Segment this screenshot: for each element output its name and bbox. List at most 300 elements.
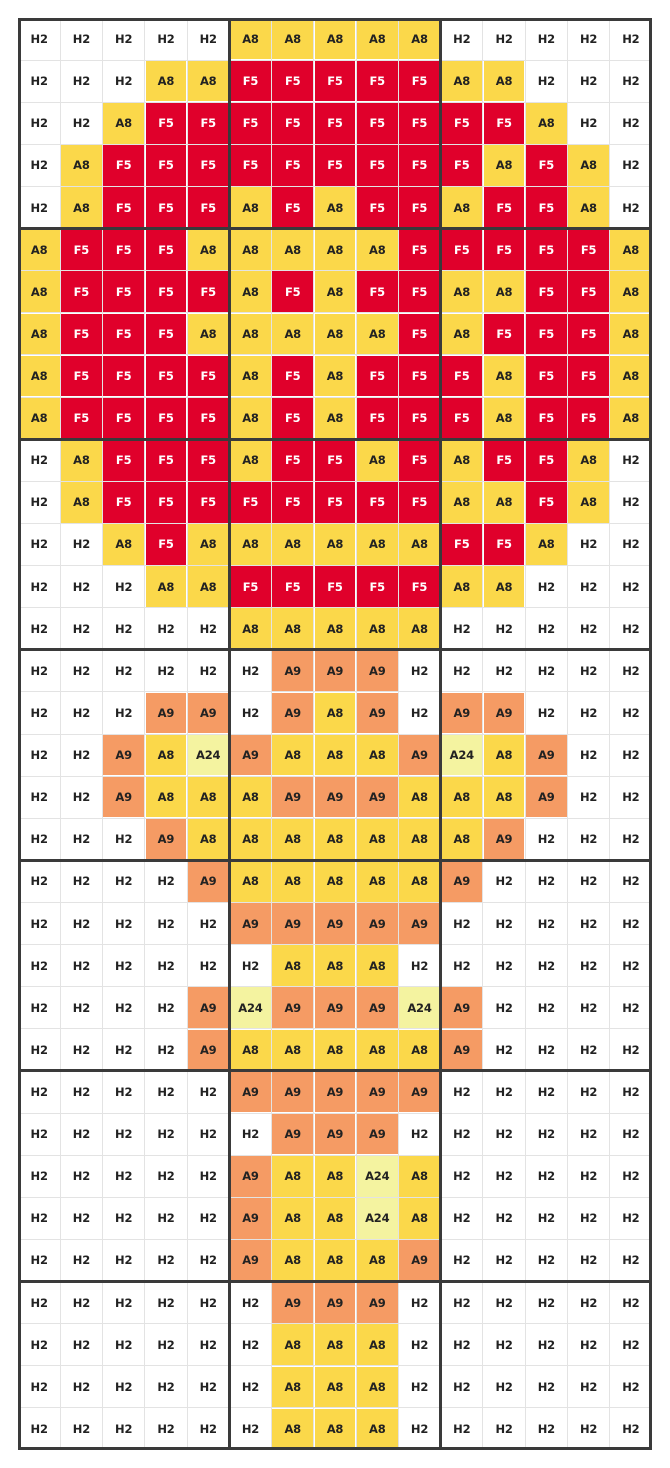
grid-cell: A8 xyxy=(315,945,356,986)
grid-cell: H2 xyxy=(568,608,609,649)
grid-cell: H2 xyxy=(610,1030,651,1071)
grid-cell: H2 xyxy=(484,1367,525,1408)
grid-cell: A8 xyxy=(272,1156,313,1197)
grid-cell: A9 xyxy=(399,903,440,944)
grid-cell: A9 xyxy=(315,651,356,692)
grid-cell: H2 xyxy=(441,1367,482,1408)
grid-cell: H2 xyxy=(610,693,651,734)
grid-cell: H2 xyxy=(146,945,187,986)
grid-cell: F5 xyxy=(146,229,187,270)
grid-cell: F5 xyxy=(230,482,271,523)
grid-cell: H2 xyxy=(188,1282,229,1323)
grid-cell: H2 xyxy=(610,651,651,692)
grid-cell: F5 xyxy=(103,187,144,228)
grid-cell: A8 xyxy=(230,861,271,902)
grid-cell: F5 xyxy=(61,271,102,312)
grid-cell: A8 xyxy=(610,356,651,397)
grid-cell: H2 xyxy=(568,819,609,860)
grid-cell: H2 xyxy=(610,524,651,565)
grid-cell: H2 xyxy=(146,1282,187,1323)
block-divider-vertical xyxy=(439,18,442,1450)
grid-cell: F5 xyxy=(441,524,482,565)
grid-cell: H2 xyxy=(568,861,609,902)
grid-cell: H2 xyxy=(399,1367,440,1408)
grid-cell: A8 xyxy=(357,314,398,355)
grid-cell: H2 xyxy=(61,861,102,902)
grid-cell: H2 xyxy=(610,735,651,776)
grid-cell: H2 xyxy=(61,61,102,102)
cell-divider xyxy=(18,734,652,735)
grid-cell: H2 xyxy=(610,440,651,481)
grid-cell: H2 xyxy=(61,1198,102,1239)
grid-cell: H2 xyxy=(610,566,651,607)
grid-cell: H2 xyxy=(610,482,651,523)
grid-cell: A8 xyxy=(484,482,525,523)
grid-cell: H2 xyxy=(610,103,651,144)
grid-cell: A9 xyxy=(441,861,482,902)
grid-cell: H2 xyxy=(61,1030,102,1071)
grid-cell: H2 xyxy=(146,19,187,60)
grid-cell: H2 xyxy=(526,1114,567,1155)
grid-cell: H2 xyxy=(399,1409,440,1450)
grid-cell: A9 xyxy=(357,903,398,944)
grid-cell: A8 xyxy=(272,1240,313,1281)
grid-cell: A9 xyxy=(441,987,482,1028)
grid-cell: A8 xyxy=(315,1030,356,1071)
cell-divider xyxy=(18,523,652,524)
grid-cell: A8 xyxy=(188,819,229,860)
grid-cell: H2 xyxy=(526,1240,567,1281)
grid-cell: A8 xyxy=(315,608,356,649)
grid-cell: H2 xyxy=(146,1240,187,1281)
grid-cell: A8 xyxy=(61,440,102,481)
grid-cell: A8 xyxy=(272,608,313,649)
cell-divider xyxy=(18,691,652,692)
grid-cell: H2 xyxy=(61,987,102,1028)
grid-cell: F5 xyxy=(188,482,229,523)
grid-cell: H2 xyxy=(146,903,187,944)
grid-cell: H2 xyxy=(19,735,60,776)
grid-cell: H2 xyxy=(230,651,271,692)
grid-cell: A8 xyxy=(315,1240,356,1281)
grid-cell: F5 xyxy=(441,103,482,144)
grid-cell: H2 xyxy=(103,819,144,860)
grid-cell: A9 xyxy=(526,777,567,818)
grid-cell: A8 xyxy=(399,1156,440,1197)
grid-cell: F5 xyxy=(568,356,609,397)
grid-cell: H2 xyxy=(568,1367,609,1408)
grid-cell: F5 xyxy=(103,145,144,186)
grid-cell: H2 xyxy=(188,651,229,692)
grid-cell: H2 xyxy=(19,1240,60,1281)
grid-cell: A8 xyxy=(103,524,144,565)
grid-cell: A8 xyxy=(188,566,229,607)
grid-cell: H2 xyxy=(19,1367,60,1408)
grid-cell: A9 xyxy=(272,903,313,944)
grid-cell: A8 xyxy=(357,1240,398,1281)
grid-cell: F5 xyxy=(272,356,313,397)
grid-cell: F5 xyxy=(399,398,440,439)
grid-cell: F5 xyxy=(526,229,567,270)
grid-cell: H2 xyxy=(188,1409,229,1450)
grid-cell: H2 xyxy=(610,1367,651,1408)
grid-cell: A8 xyxy=(103,103,144,144)
grid-cell: H2 xyxy=(61,566,102,607)
grid-cell: F5 xyxy=(103,440,144,481)
grid-cell: H2 xyxy=(399,1282,440,1323)
grid-cell: A8 xyxy=(272,945,313,986)
grid-cell: A8 xyxy=(19,398,60,439)
grid-cell: A8 xyxy=(399,608,440,649)
grid-cell: H2 xyxy=(526,651,567,692)
cell-divider xyxy=(18,1323,652,1324)
grid-cell: H2 xyxy=(399,1114,440,1155)
grid-cell: F5 xyxy=(526,482,567,523)
grid-cell: A8 xyxy=(146,566,187,607)
grid-cell: A9 xyxy=(272,651,313,692)
cell-divider xyxy=(18,60,652,61)
grid-cell: A24 xyxy=(357,1198,398,1239)
grid-cell: A8 xyxy=(610,271,651,312)
grid-cell: H2 xyxy=(610,1156,651,1197)
grid-cell: H2 xyxy=(526,693,567,734)
grid-cell: H2 xyxy=(441,1324,482,1365)
grid-cell: A8 xyxy=(315,398,356,439)
grid-cell: H2 xyxy=(188,1240,229,1281)
block-divider-horizontal xyxy=(18,227,652,230)
block-divider-horizontal xyxy=(18,1069,652,1072)
grid-cell: A9 xyxy=(441,1030,482,1071)
grid-cell: H2 xyxy=(19,524,60,565)
grid-cell: A8 xyxy=(230,187,271,228)
grid-cell: A9 xyxy=(315,987,356,1028)
grid-cell: F5 xyxy=(484,314,525,355)
grid-cell: F5 xyxy=(357,61,398,102)
grid-cell: H2 xyxy=(484,1324,525,1365)
grid-cell: A9 xyxy=(188,1030,229,1071)
grid-cell: A8 xyxy=(357,440,398,481)
grid-cell: A8 xyxy=(230,819,271,860)
grid-cell: A8 xyxy=(230,314,271,355)
grid-cell: A24 xyxy=(188,735,229,776)
grid-cell: F5 xyxy=(441,398,482,439)
grid-cell: A9 xyxy=(230,903,271,944)
grid-cell: H2 xyxy=(610,1240,651,1281)
grid-cell: H2 xyxy=(19,566,60,607)
grid-cell: A9 xyxy=(357,1072,398,1113)
grid-cell: H2 xyxy=(61,524,102,565)
grid-cell: A8 xyxy=(315,693,356,734)
grid-cell: A9 xyxy=(399,1240,440,1281)
grid-cell: H2 xyxy=(19,1282,60,1323)
grid-cell: F5 xyxy=(441,356,482,397)
grid-cell: H2 xyxy=(484,651,525,692)
grid-cell: A8 xyxy=(315,861,356,902)
grid-cell: H2 xyxy=(568,1030,609,1071)
grid-cell: A8 xyxy=(441,819,482,860)
grid-cell: A8 xyxy=(399,777,440,818)
grid-cell: A9 xyxy=(272,1282,313,1323)
grid-cell: A8 xyxy=(230,777,271,818)
grid-cell: A8 xyxy=(399,1030,440,1071)
grid-cell: H2 xyxy=(610,608,651,649)
grid-cell: H2 xyxy=(146,1030,187,1071)
grid-cell: H2 xyxy=(61,1324,102,1365)
grid-cell: H2 xyxy=(103,945,144,986)
cell-divider xyxy=(18,397,652,398)
cell-divider xyxy=(18,902,652,903)
grid-cell: A8 xyxy=(230,271,271,312)
grid-cell: A8 xyxy=(399,861,440,902)
grid-cell: H2 xyxy=(19,945,60,986)
grid-cell: H2 xyxy=(103,1114,144,1155)
grid-cell: H2 xyxy=(568,1198,609,1239)
grid-cell: H2 xyxy=(61,1156,102,1197)
grid-cell: A8 xyxy=(484,61,525,102)
grid-cell: A8 xyxy=(146,735,187,776)
grid-cell: H2 xyxy=(61,819,102,860)
grid-cell: H2 xyxy=(19,987,60,1028)
grid-cell: F5 xyxy=(399,566,440,607)
grid-cell: H2 xyxy=(568,1240,609,1281)
grid-cell: F5 xyxy=(230,145,271,186)
grid-cell: H2 xyxy=(441,945,482,986)
cell-divider xyxy=(18,1365,652,1366)
grid-cell: H2 xyxy=(146,1324,187,1365)
grid-cell: F5 xyxy=(146,398,187,439)
grid-cell: A8 xyxy=(230,608,271,649)
grid-cell: A9 xyxy=(272,1072,313,1113)
cell-divider xyxy=(18,986,652,987)
grid-cell: H2 xyxy=(19,693,60,734)
grid-cell: A8 xyxy=(188,777,229,818)
grid-cell: F5 xyxy=(272,271,313,312)
grid-cell: F5 xyxy=(315,482,356,523)
grid-cell: F5 xyxy=(399,187,440,228)
grid-cell: H2 xyxy=(399,945,440,986)
grid-cell: F5 xyxy=(61,229,102,270)
grid-cell: H2 xyxy=(610,1409,651,1450)
grid-cell: H2 xyxy=(103,1198,144,1239)
grid-cell: H2 xyxy=(568,524,609,565)
grid-cell: A9 xyxy=(315,1114,356,1155)
grid-cell: H2 xyxy=(484,19,525,60)
grid-cell: A9 xyxy=(399,735,440,776)
grid-cell: F5 xyxy=(399,440,440,481)
grid-cell: H2 xyxy=(146,1114,187,1155)
grid-cell: A8 xyxy=(315,1156,356,1197)
grid-cell: A8 xyxy=(441,61,482,102)
grid-cell: F5 xyxy=(230,103,271,144)
grid-cell: A9 xyxy=(357,651,398,692)
cell-divider xyxy=(18,1197,652,1198)
grid-cell: H2 xyxy=(188,1156,229,1197)
grid-cell: A8 xyxy=(610,314,651,355)
grid-cell: H2 xyxy=(61,1114,102,1155)
grid-cell: H2 xyxy=(610,1324,651,1365)
grid-cell: A8 xyxy=(188,524,229,565)
grid-cell: F5 xyxy=(103,482,144,523)
grid-cell: F5 xyxy=(272,187,313,228)
grid-cell: A9 xyxy=(441,693,482,734)
grid-cell: A8 xyxy=(357,1367,398,1408)
grid-cell: A9 xyxy=(272,777,313,818)
cell-divider xyxy=(18,1239,652,1240)
grid-cell: A8 xyxy=(230,356,271,397)
grid-cell: H2 xyxy=(484,861,525,902)
grid-cell: A9 xyxy=(357,1114,398,1155)
grid-cell: H2 xyxy=(526,19,567,60)
cell-divider xyxy=(18,818,652,819)
grid-cell: A8 xyxy=(230,19,271,60)
grid-cell: A9 xyxy=(315,1072,356,1113)
grid-cell: A8 xyxy=(272,1324,313,1365)
grid-cell: H2 xyxy=(188,1072,229,1113)
grid-cell: A8 xyxy=(272,735,313,776)
grid-cell: F5 xyxy=(399,356,440,397)
grid-cell: A8 xyxy=(441,777,482,818)
grid-cell: H2 xyxy=(399,693,440,734)
grid-cell: A9 xyxy=(484,819,525,860)
grid-cell: H2 xyxy=(61,693,102,734)
grid-cell: F5 xyxy=(357,103,398,144)
grid-cell: A8 xyxy=(272,524,313,565)
grid-cell: A8 xyxy=(146,61,187,102)
grid-cell: F5 xyxy=(272,566,313,607)
grid-cell: H2 xyxy=(61,608,102,649)
grid-cell: F5 xyxy=(399,145,440,186)
grid-cell: H2 xyxy=(230,1114,271,1155)
grid-cell: H2 xyxy=(568,1324,609,1365)
grid-cell: H2 xyxy=(19,187,60,228)
grid-cell: H2 xyxy=(146,1409,187,1450)
grid-cell: H2 xyxy=(526,1367,567,1408)
grid-cell: A8 xyxy=(272,819,313,860)
grid-cell: A8 xyxy=(484,735,525,776)
grid-cell: F5 xyxy=(146,356,187,397)
grid-cell: H2 xyxy=(568,903,609,944)
grid-cell: A8 xyxy=(188,314,229,355)
grid-cell: H2 xyxy=(484,945,525,986)
grid-cell: H2 xyxy=(230,945,271,986)
grid-cell: F5 xyxy=(272,61,313,102)
grid-cell: H2 xyxy=(526,945,567,986)
grid-cell: H2 xyxy=(441,1198,482,1239)
grid-cell: A8 xyxy=(315,1409,356,1450)
grid-cell: H2 xyxy=(103,987,144,1028)
grid-cell: F5 xyxy=(441,229,482,270)
grid-cell: A8 xyxy=(230,1030,271,1071)
grid-cell: H2 xyxy=(484,903,525,944)
grid-cell: F5 xyxy=(146,145,187,186)
grid-cell: A9 xyxy=(357,1282,398,1323)
grid-cell: H2 xyxy=(61,1072,102,1113)
grid-cell: H2 xyxy=(568,651,609,692)
grid-cell: A9 xyxy=(315,1282,356,1323)
grid-cell: A9 xyxy=(230,1072,271,1113)
grid-cell: A9 xyxy=(526,735,567,776)
grid-cell: A8 xyxy=(19,314,60,355)
grid-cell: H2 xyxy=(61,777,102,818)
cell-divider xyxy=(18,481,652,482)
grid-cell: H2 xyxy=(526,987,567,1028)
grid-cell: H2 xyxy=(19,903,60,944)
block-divider-horizontal xyxy=(18,438,652,441)
grid-cell: H2 xyxy=(103,1409,144,1450)
block-divider-horizontal xyxy=(18,859,652,862)
grid-cell: H2 xyxy=(610,61,651,102)
grid-cell: A8 xyxy=(272,314,313,355)
grid-cell: H2 xyxy=(19,819,60,860)
grid-cell: A9 xyxy=(357,777,398,818)
grid-cell: A8 xyxy=(315,271,356,312)
grid-cell: A8 xyxy=(315,735,356,776)
grid-cell: F5 xyxy=(526,271,567,312)
grid-cell: A8 xyxy=(441,187,482,228)
grid-cell: A8 xyxy=(315,229,356,270)
grid-cell: H2 xyxy=(484,1240,525,1281)
grid-cell: A9 xyxy=(103,777,144,818)
grid-cell: F5 xyxy=(103,356,144,397)
grid-cell: H2 xyxy=(188,19,229,60)
cell-divider xyxy=(18,270,652,271)
grid-cell: A8 xyxy=(19,229,60,270)
grid-cell: H2 xyxy=(610,861,651,902)
grid-cell: H2 xyxy=(526,819,567,860)
grid-cell: F5 xyxy=(315,440,356,481)
grid-cell: H2 xyxy=(19,1198,60,1239)
grid-cell: H2 xyxy=(61,1240,102,1281)
grid-cell: A9 xyxy=(357,693,398,734)
grid-cell: A8 xyxy=(399,1198,440,1239)
grid-cell: H2 xyxy=(484,608,525,649)
grid-cell: F5 xyxy=(146,103,187,144)
grid-cell: F5 xyxy=(103,398,144,439)
grid-cell: A9 xyxy=(230,1156,271,1197)
grid-cell: F5 xyxy=(399,314,440,355)
grid-cell: H2 xyxy=(61,735,102,776)
grid-cell: F5 xyxy=(484,229,525,270)
grid-cell: H2 xyxy=(103,19,144,60)
grid-cell: H2 xyxy=(441,1114,482,1155)
grid-cell: A8 xyxy=(61,187,102,228)
grid-cell: F5 xyxy=(61,398,102,439)
grid-cell: F5 xyxy=(526,356,567,397)
grid-cell: F5 xyxy=(399,61,440,102)
grid-cell: H2 xyxy=(610,945,651,986)
grid-cell: A9 xyxy=(272,987,313,1028)
grid-cell: H2 xyxy=(230,1409,271,1450)
grid-cell: A9 xyxy=(103,735,144,776)
grid-cell: H2 xyxy=(19,777,60,818)
grid-cell: F5 xyxy=(399,229,440,270)
grid-cell: A9 xyxy=(399,1072,440,1113)
grid-cell: H2 xyxy=(103,693,144,734)
grid-cell: F5 xyxy=(188,356,229,397)
grid-cell: H2 xyxy=(399,651,440,692)
grid-cell: H2 xyxy=(568,1282,609,1323)
grid-cell: F5 xyxy=(272,145,313,186)
grid-cell: H2 xyxy=(188,608,229,649)
grid-cell: H2 xyxy=(230,693,271,734)
grid-cell: H2 xyxy=(441,1156,482,1197)
grid-cell: H2 xyxy=(610,903,651,944)
grid-cell: H2 xyxy=(526,861,567,902)
grid-cell: H2 xyxy=(568,693,609,734)
grid-cell: H2 xyxy=(610,819,651,860)
grid-cell: A8 xyxy=(568,440,609,481)
grid-cell: H2 xyxy=(568,735,609,776)
